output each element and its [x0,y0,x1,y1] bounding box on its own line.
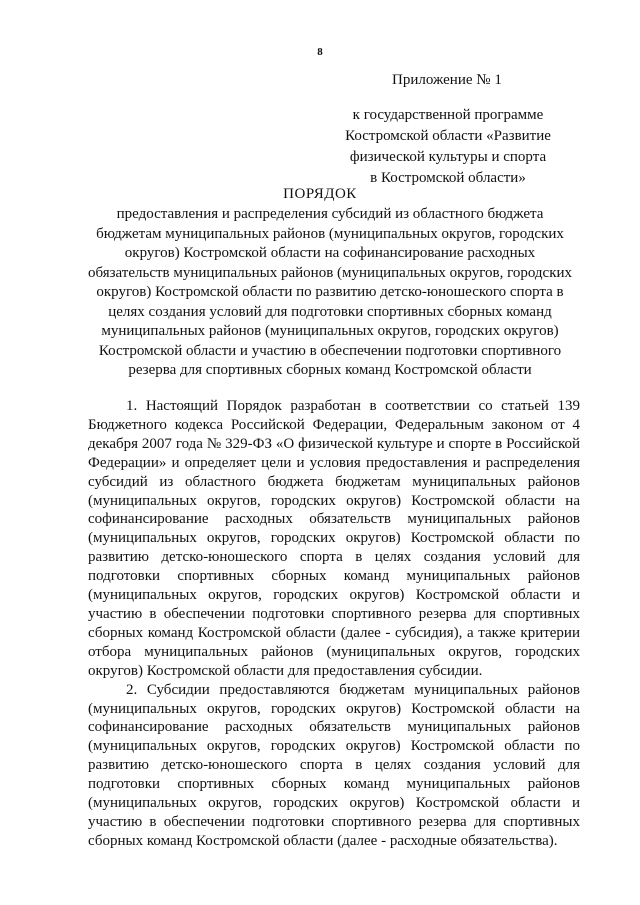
paragraph-2: 2. Субсидии предоставляются бюджетам муниципальных районов (муниципальных округов, городских округов) Костромской области на софинансирование расходных обязательств муниципальных районов (муниципальных округов, городских округов) Костромской области по развитию детско-юношеского спорта в целях создания условий для подготовки спортивных сборных команд муниципальных районов (муниципальных округов, городских округов) Костромской области и участию в обеспечении подготовки спортивного резерва для спортивных сборных команд Костромской области (далее - расходные обязательства). [88,681,580,849]
appendix-reference-line: физической культуры и спорта [349,149,547,165]
appendix-reference-line: к государственной программе [352,107,544,123]
paragraph-1: 1. Настоящий Порядок разработан в соответствии со статьей 139 Бюджетного кодекса Российской Федерации, Федеральным законом от 4 декабря 2007 года № 329-ФЗ «О физической культуре и спорте в Российской Федерации» и определяет цели и условия предоставления и распределения субсидий из областного бюджета бюджетам муниципальных районов (муниципальных округов, городских округов) Костромской области на софинансирование расходных обязательств муниципальных районов (муниципальных округов, городских округов) Костромской области по развитию детско-юношеского спорта в целях создания условий для подготовки спортивных сборных команд муниципальных районов (муниципальных округов, городских округов) Костромской области и участию в обеспечении подготовки спортивного резерва для спортивных сборных команд Костромской области (далее - субсидия), а также критерии отбора муниципальных районов (муниципальных округов, городских округов) Костромской области для предоставления субсидии. [88,398,580,679]
appendix-label: Приложение № 1 [392,72,502,88]
appendix-reference-line: Костромской области «Развитие [345,128,551,144]
appendix-reference [333,105,563,189]
document-title: ПОРЯДОК [283,186,357,202]
document-body [88,397,580,851]
document-subtitle: предоставления и распределения субсидий из областного бюджета бюджетам муниципальных районов (муниципальных округов, городских округов) Костромской области на софинансирование расходных обязательств муниципальных районов (муниципальных округов, городских округов) Костромской области по развитию детско-юношеского спорта в целях создания условий для подготовки спортивных сборных команд муниципальных районов (муниципальных округов, городских округов) Костромской области и участию в обеспечении подготовки спортивного резерва для спортивных сборных команд Костромской области [87,206,573,378]
page-number: 8 [317,46,323,58]
appendix-reference-line: в Костромской области» [370,170,526,186]
